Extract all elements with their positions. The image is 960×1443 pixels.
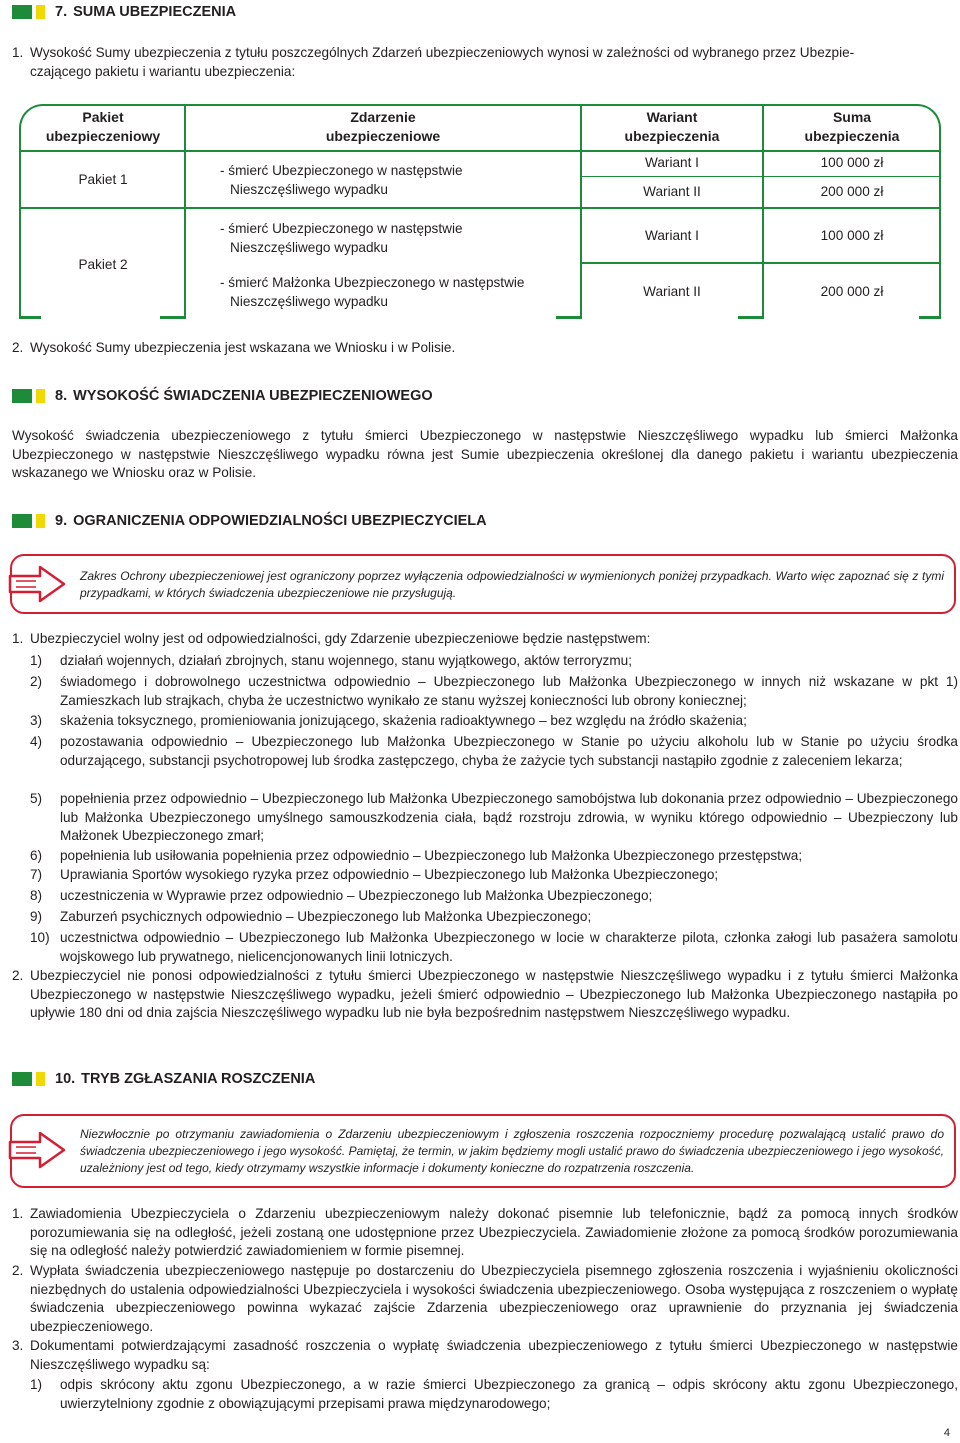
arrow-icon xyxy=(6,562,68,606)
s8-text: Wysokość świadczenia ubezpieczeniowego z tytułu śmierci Ubezpieczonego w następstwie Nieszczęśliwego wypadku lub śmierci Małżonka Ubezpieczonego w następstwie Nieszczęśliwego wypadku równa jest Sumie ubezpieczenia określonej dla danego pakietu i wariantu ubezpieczenia wskazanego we Wniosku oraz w Polisie. xyxy=(12,428,958,480)
s7-paragraph-1: 1. Wysokość Sumy ubezpieczenia z tytułu poszczególnych Zdarzeń ubezpieczeniowych wynosi w zależności od wybranego przez Ubezpie- czającego pakietu i wariantu ubezpieczenia: xyxy=(12,44,958,81)
s7-paragraph-2: 2. Wysokość Sumy ubezpieczenia jest wskazana we Wniosku i w Polisie. xyxy=(12,340,456,355)
section-title: SUMA UBEZPIECZENIA xyxy=(73,4,237,20)
list-item: 10) uczestnictwa odpowiednio – Ubezpieczonego lub Małżonka Ubezpieczonego w locie w charakterze pilota, członka załogi lub pasażera samolotu wojskowego lub prywatnego, nielicencjonowanych linii lotniczych. xyxy=(30,930,958,964)
s7-p1-line2: czającego pakietu i wariantu ubezpieczenia: xyxy=(30,63,296,79)
row2-event-2: - śmierć Małżonka Ubezpieczonego w następstwie Nieszczęśliwego wypadku xyxy=(220,275,525,309)
s9-paragraph-2: 2. Ubezpieczyciel nie ponosi odpowiedzialności z tytułu śmierci Ubezpieczonego w następstwie Nieszczęśliwego wypadku i z tytułu śmierci Małżonka Ubezpieczonego w następstwie Nieszczęśliwego wypadku, jeżeli śmierć odpowiednio – Ubezpieczonego lub Małżonka Ubezpieczonego nastąpiła po upływie 180 dni od dnia zajścia Nieszczęśliwego wypadku lub nie była bezpośrednim następstwem Nieszczęśliwego wypadku. xyxy=(12,968,958,1020)
row2-sum-2: 200 000 zł xyxy=(820,284,884,299)
list-item: 1) odpis skrócony aktu zgonu Ubezpieczonego, a w razie śmierci Ubezpieczonego za granicą – odpis skrócony aktu zgonu Ubezpieczonego, uwierzytelniony zgodnie z obowiązującymi przepisami prawa międzynarodowego; xyxy=(30,1377,958,1411)
s10-paragraph-3: 3. Dokumentami potwierdzającymi zasadność roszczenia o wypłatę świadczenia ubezpieczeniowego z tytułu śmierci Ubezpieczonego w następstwie Nieszczęśliwego wypadku są: xyxy=(12,1338,958,1372)
row2-variant-2: Wariant II xyxy=(643,284,701,299)
section-9-heading xyxy=(12,512,487,531)
header-wariant: Wariant ubezpieczenia xyxy=(624,109,720,144)
row1-variant-2: Wariant II xyxy=(643,184,701,199)
section-title: WYSOKOŚĆ ŚWIADCZENIA UBEZPIECZENIOWEGO xyxy=(73,388,433,404)
row2-event-1: - śmierć Ubezpieczonego w następstwie Nieszczęśliwego wypadku xyxy=(220,221,463,255)
page-number: 4 xyxy=(943,1427,950,1439)
section-number: 9. xyxy=(55,513,68,529)
row1-pakiet: Pakiet 1 xyxy=(78,172,128,187)
row2-sum-1: 100 000 zł xyxy=(820,228,884,243)
header-zdarzenie: Zdarzenie ubezpieczeniowe xyxy=(325,109,441,144)
section-title: OGRANICZENIA ODPOWIEDZIALNOŚCI UBEZPIECZYCIELA xyxy=(73,513,487,529)
section-marker-icon xyxy=(12,389,45,403)
section-title: TRYB ZGŁASZANIA ROSZCZENIA xyxy=(81,1071,316,1087)
section-10-heading xyxy=(12,1070,315,1089)
row1-sum-2: 200 000 zł xyxy=(820,184,884,199)
section-marker-icon xyxy=(12,1072,45,1086)
header-suma: Suma ubezpieczenia xyxy=(804,109,900,144)
s10-paragraph-1: 1. Zawiadomienia Ubezpieczyciela o Zdarzeniu ubezpieczeniowym należy dokonać pisemnie lub telefonicznie, bądź za pomocą innych środków porozumiewania się na odległość, jeżeli zostaną one udostępnione przez Ubezpieczyciela. Zawiadomienie złożone za pomocą środków porozumiewania się na odległość należy potwierdzić zawiadomieniem w formie pisemnej. xyxy=(12,1206,958,1258)
section-8-heading xyxy=(12,387,433,406)
list-item: 3) skażenia toksycznego, promieniowania jonizującego, skażenia radioaktywnego – bez względu na źródło skażenia; xyxy=(30,713,747,728)
header-pakiet: Pakiet ubezpieczeniowy xyxy=(45,109,161,144)
list-item: 6) popełnienia lub usiłowania popełnienia przez odpowiednio – Ubezpieczonego lub Małżonka Ubezpieczonego przestępstwa; xyxy=(30,848,803,863)
row2-variant-1: Wariant I xyxy=(645,228,699,243)
s10-notice-text: Niezwłocznie po otrzymaniu zawiadomienia o Zdarzeniu ubezpieczeniowym i zgłoszenia roszczenia rozpoczniemy procedurę pozwalającą ustalić prawo do świadczenia ubezpieczeniowego i jego wysokość. Pamiętaj, że termin, w jakim będziemy mogli ustalić prawo do świadczenia ubezpieczeniowego i jego wysokość, uzależniony jest od tego, kiedy otrzymamy wszystkie informacje i dokumenty konieczne do rozpatrzenia roszczenia. xyxy=(80,1127,944,1175)
s9-paragraph-1: 1. Ubezpieczyciel wolny jest od odpowiedzialności, gdy Zdarzenie ubezpieczeniowe będzie następstwem: xyxy=(12,631,651,646)
list-item: 7) Uprawiania Sportów wysokiego ryzyka przez odpowiednio – Ubezpieczonego lub Małżonka Ubezpieczonego; xyxy=(30,867,719,882)
section-number: 10. xyxy=(55,1071,76,1087)
list-item: 2) świadomego i dobrowolnego uczestnictwa odpowiednio – Ubezpieczonego lub Małżonka Ubezpieczonego w innych niż wskazane w pkt 1) Zamieszkach lub strajkach, chyba że uczestnictwo wynikało ze stanu wyższej konieczności lub obrony koniecznej; xyxy=(30,674,958,708)
section-marker-icon xyxy=(12,5,45,19)
section-7-heading xyxy=(12,3,236,22)
s10-paragraph-2: 2. Wypłata świadczenia ubezpieczeniowego następuje po dostarczeniu do Ubezpieczyciela pisemnego zgłoszenia roszczenia i wyjaśnieniu okoliczności niezbędnych do ustalenia odpowiedzialności Ubezpieczyciela i wysokości świadczenia ubezpieczeniowego. Osoba występująca z roszczeniem o wypłatę świadczenia ubezpieczeniowego powinna wykazać zajście Zdarzenia ubezpieczeniowego oraz uprawnienie do przyznania jej świadczenia ubezpieczeniowego. xyxy=(12,1263,958,1334)
s9-notice-text: Zakres Ochrony ubezpieczeniowej jest ograniczony poprzez wyłączenia odpowiedzialności w wymienionych poniżej przypadkach. Warto więc zapoznać się z tymi przypadkami, w których świadczenia ubezpieczeniowe nie przysługują. xyxy=(80,569,944,600)
row1-sum-1: 100 000 zł xyxy=(820,155,884,170)
list-item: 9) Zaburzeń psychicznych odpowiednio – Ubezpieczonego lub Małżonka Ubezpieczonego; xyxy=(30,909,592,924)
list-item: 4) pozostawania odpowiednio – Ubezpieczonego lub Małżonka Ubezpieczonego w Stanie po użyciu alkoholu lub w Stanie po użyciu środka odurzającego, substancji psychotropowej lub środka zastępczego, chyba że zażycie tych substancji nastąpiło zgodnie z zaleceniem lekarza; xyxy=(30,734,958,768)
arrow-icon xyxy=(6,1128,68,1172)
row1-variant-1: Wariant I xyxy=(645,155,699,170)
row1-event: - śmierć Ubezpieczonego w następstwie Nieszczęśliwego wypadku xyxy=(220,163,463,197)
row2-pakiet: Pakiet 2 xyxy=(78,257,128,272)
list-item: 1) działań wojennych, działań zbrojnych, stanu wojennego, stanu wyjątkowego, aktów terroryzmu; xyxy=(30,653,632,668)
s7-p1-line1: Wysokość Sumy ubezpieczenia z tytułu poszczególnych Zdarzeń ubezpieczeniowych wynosi w zależności od wybranego przez Ubezpie- xyxy=(30,45,855,60)
section-number: 8. xyxy=(55,388,68,404)
list-item: 5) popełnienia przez odpowiednio – Ubezpieczonego lub Małżonka Ubezpieczonego samobójstwa lub dokonania przez odpowiednio – Ubezpieczonego lub Małżonka Ubezpieczonego umyślnego samouszkodzenia ciała, bądź rozstroju zdrowia, w wyniku którego odpowiednio – Ubezpieczony lub Małżonek Ubezpieczonego zmarł; xyxy=(30,791,958,843)
section-marker-icon xyxy=(12,514,45,528)
list-item: 8) uczestniczenia w Wyprawie przez odpowiednio – Ubezpieczonego lub Małżonka Ubezpieczonego; xyxy=(30,888,653,903)
section-number: 7. xyxy=(55,4,68,20)
